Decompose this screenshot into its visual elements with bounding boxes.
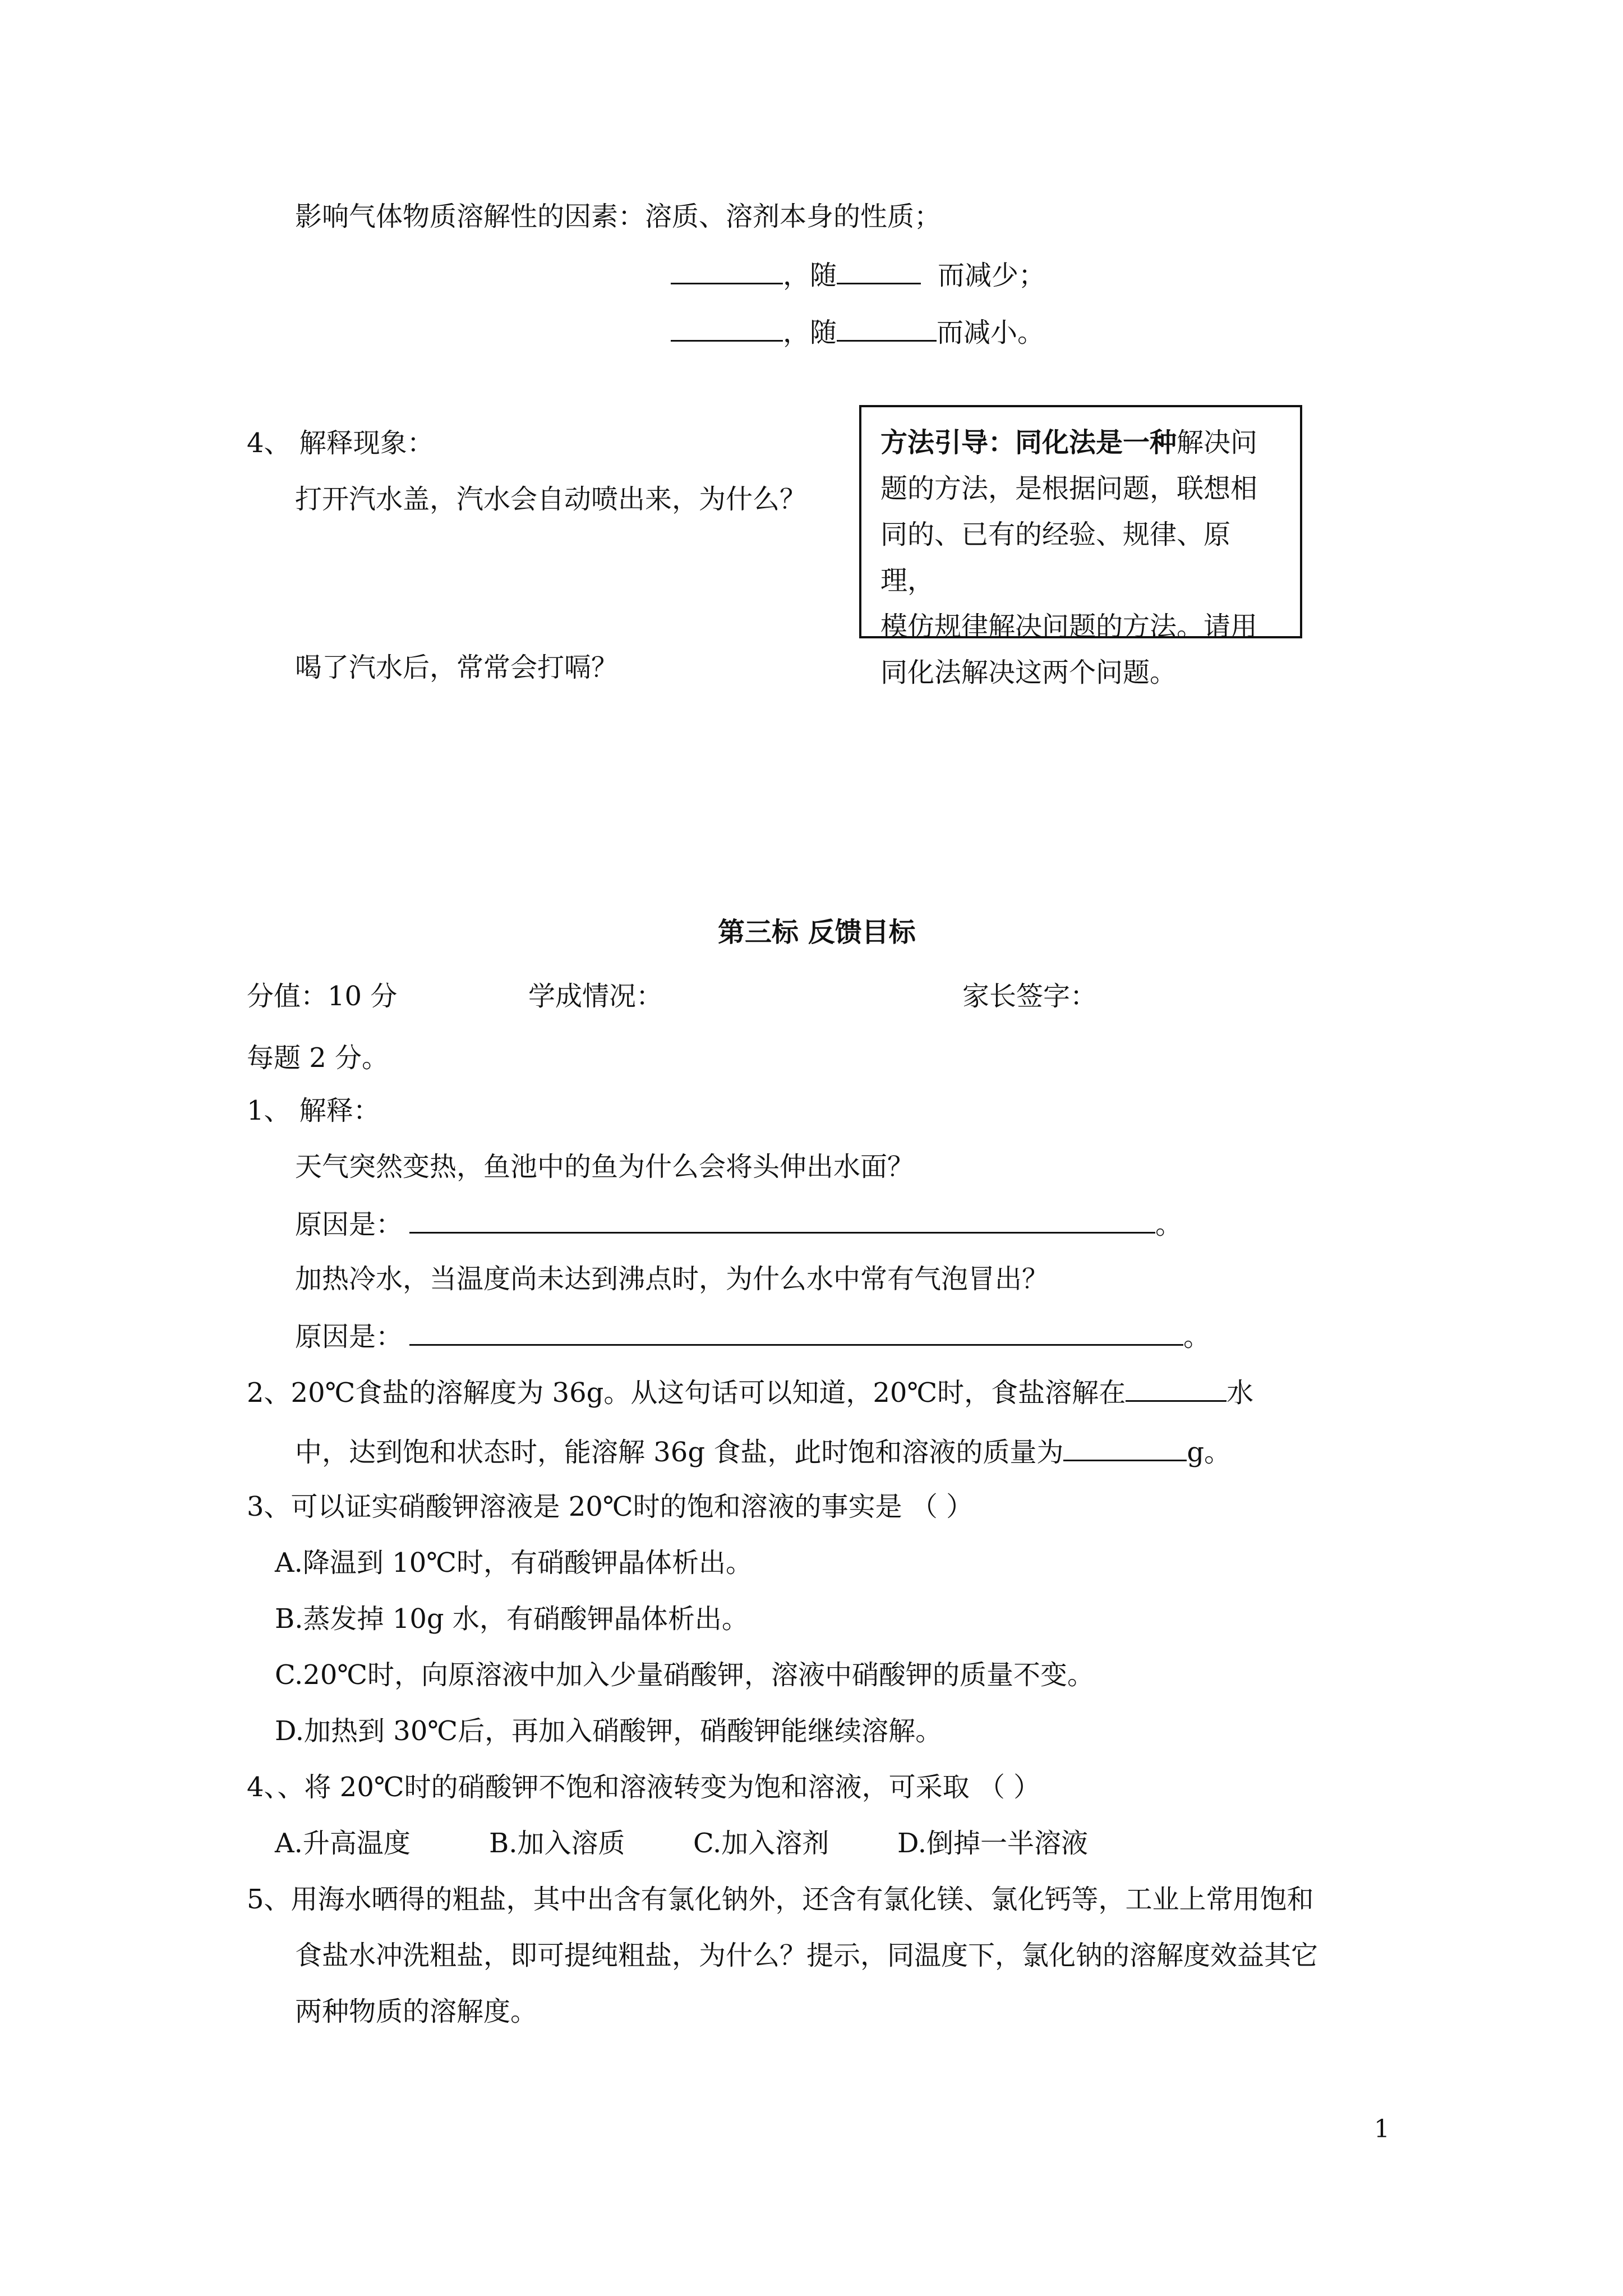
question-2-text: 2、20℃食盐的溶解度为 36g。从这句话可以知道，20℃时，食盐溶解在 [247, 1377, 1126, 1409]
method-guide-text: 模仿规律解决问题的方法。请用 [880, 611, 1258, 642]
question-4-option-a: A.升高温度 [275, 1828, 411, 1859]
answer-blank[interactable] [409, 1318, 1183, 1346]
question-2-text: 中，达到饱和状态时，能溶解 36g 食盐，此时饱和溶液的质量为 [295, 1437, 1064, 1468]
method-guide-text: 解决问 [1177, 427, 1258, 458]
question-4-option-b: B.加入溶质 [489, 1828, 625, 1859]
method-guide-text: 题的方法，是根据问题，联想相 [880, 473, 1258, 504]
row-text: 而减少； [938, 260, 1046, 291]
part4-question-2: 喝了汽水后，常常会打嗝？ [295, 652, 619, 683]
answer-blank[interactable] [837, 314, 937, 342]
section-title: 第三标 反馈目标 [718, 917, 916, 948]
question-2-text: g。 [1187, 1437, 1232, 1468]
row-text: ，随 [783, 317, 837, 348]
reason-label: 原因是： [295, 1321, 403, 1352]
question-3-option-d: D.加热到 30℃后，再加入硝酸钾，硝酸钾能继续溶解。 [275, 1715, 943, 1747]
answer-blank[interactable] [837, 257, 921, 284]
question-3-stem: 3、可以证实硝酸钾溶液是 20℃时的饱和溶液的事实是 （ ） [247, 1491, 974, 1522]
answer-blank[interactable] [409, 1206, 1155, 1234]
points-note: 每题 2 分。 [247, 1042, 389, 1074]
question-2-text: 水 [1227, 1377, 1254, 1409]
question-1-label: 1、 解释： [247, 1095, 380, 1126]
page-number: 1 [1374, 2115, 1390, 2143]
question-5-line-1: 5、用海水晒得的粗盐，其中出含有氯化钠外，还含有氯化镁、氯化钙等，工业上常用饱和 [247, 1884, 1314, 1915]
reason-line-2 [295, 1318, 1210, 1354]
period: 。 [1155, 1209, 1183, 1240]
fill-row-1 [671, 257, 1045, 292]
gas-solubility-factors: 影响气体物质溶解性的因素：溶质、溶剂本身的性质； [295, 201, 942, 232]
answer-blank[interactable] [1126, 1374, 1227, 1402]
row-text: ，随 [783, 260, 837, 291]
fill-row-2 [671, 314, 1044, 349]
answer-blank[interactable] [671, 257, 783, 284]
question-5-line-2: 食盐水冲洗粗盐，即可提纯粗盐，为什么？提示，同温度下，氯化钠的溶解度效益其它 [295, 1940, 1318, 1971]
method-guide-text: 同化法解决这两个问题。 [880, 657, 1177, 688]
question-3-option-a: A.降温到 10℃时，有硝酸钾晶体析出。 [275, 1547, 753, 1579]
question-4-option-c: C.加入溶剂 [693, 1828, 829, 1859]
score-label: 分值：10 分 [247, 981, 398, 1012]
reason-label: 原因是： [295, 1209, 403, 1240]
answer-blank[interactable] [1063, 1434, 1187, 1461]
question-4-stem: 4、、将 20℃时的硝酸钾不饱和溶液转变为饱和溶液，可采取 （ ） [247, 1772, 1041, 1803]
method-guide-text: 同的、已有的经验、规律、原理， [880, 519, 1231, 596]
question-2-line-2 [295, 1434, 1231, 1469]
question-1-sub-2: 加热冷水，当温度尚未达到沸点时，为什么水中常有气泡冒出？ [295, 1263, 1049, 1295]
period: 。 [1183, 1321, 1211, 1352]
answer-blank[interactable] [671, 314, 783, 342]
part4-heading: 4、 解释现象： [247, 427, 434, 459]
question-3-option-b: B.蒸发掉 10g 水，有硝酸钾晶体析出。 [275, 1603, 749, 1635]
question-5-line-3: 两种物质的溶解度。 [295, 1996, 538, 2027]
parent-sign-label: 家长签字： [962, 981, 1098, 1012]
status-label: 学成情况： [528, 981, 663, 1012]
reason-line-1 [295, 1206, 1182, 1241]
question-1-sub-1: 天气突然变热，鱼池中的鱼为什么会将头伸出水面？ [295, 1151, 915, 1182]
method-guide-box [859, 405, 1302, 688]
question-3-option-c: C.20℃时，向原溶液中加入少量硝酸钾，溶液中硝酸钾的质量不变。 [275, 1659, 1095, 1691]
question-2-line-1 [247, 1374, 1253, 1410]
row-text: 而减小。 [937, 317, 1045, 348]
part4-question-1: 打开汽水盖，汽水会自动喷出来，为什么？ [295, 484, 807, 515]
method-guide-bold: 方法引导：同化法是一种 [880, 427, 1177, 458]
question-4-option-d: D.倒掉一半溶液 [897, 1828, 1089, 1859]
